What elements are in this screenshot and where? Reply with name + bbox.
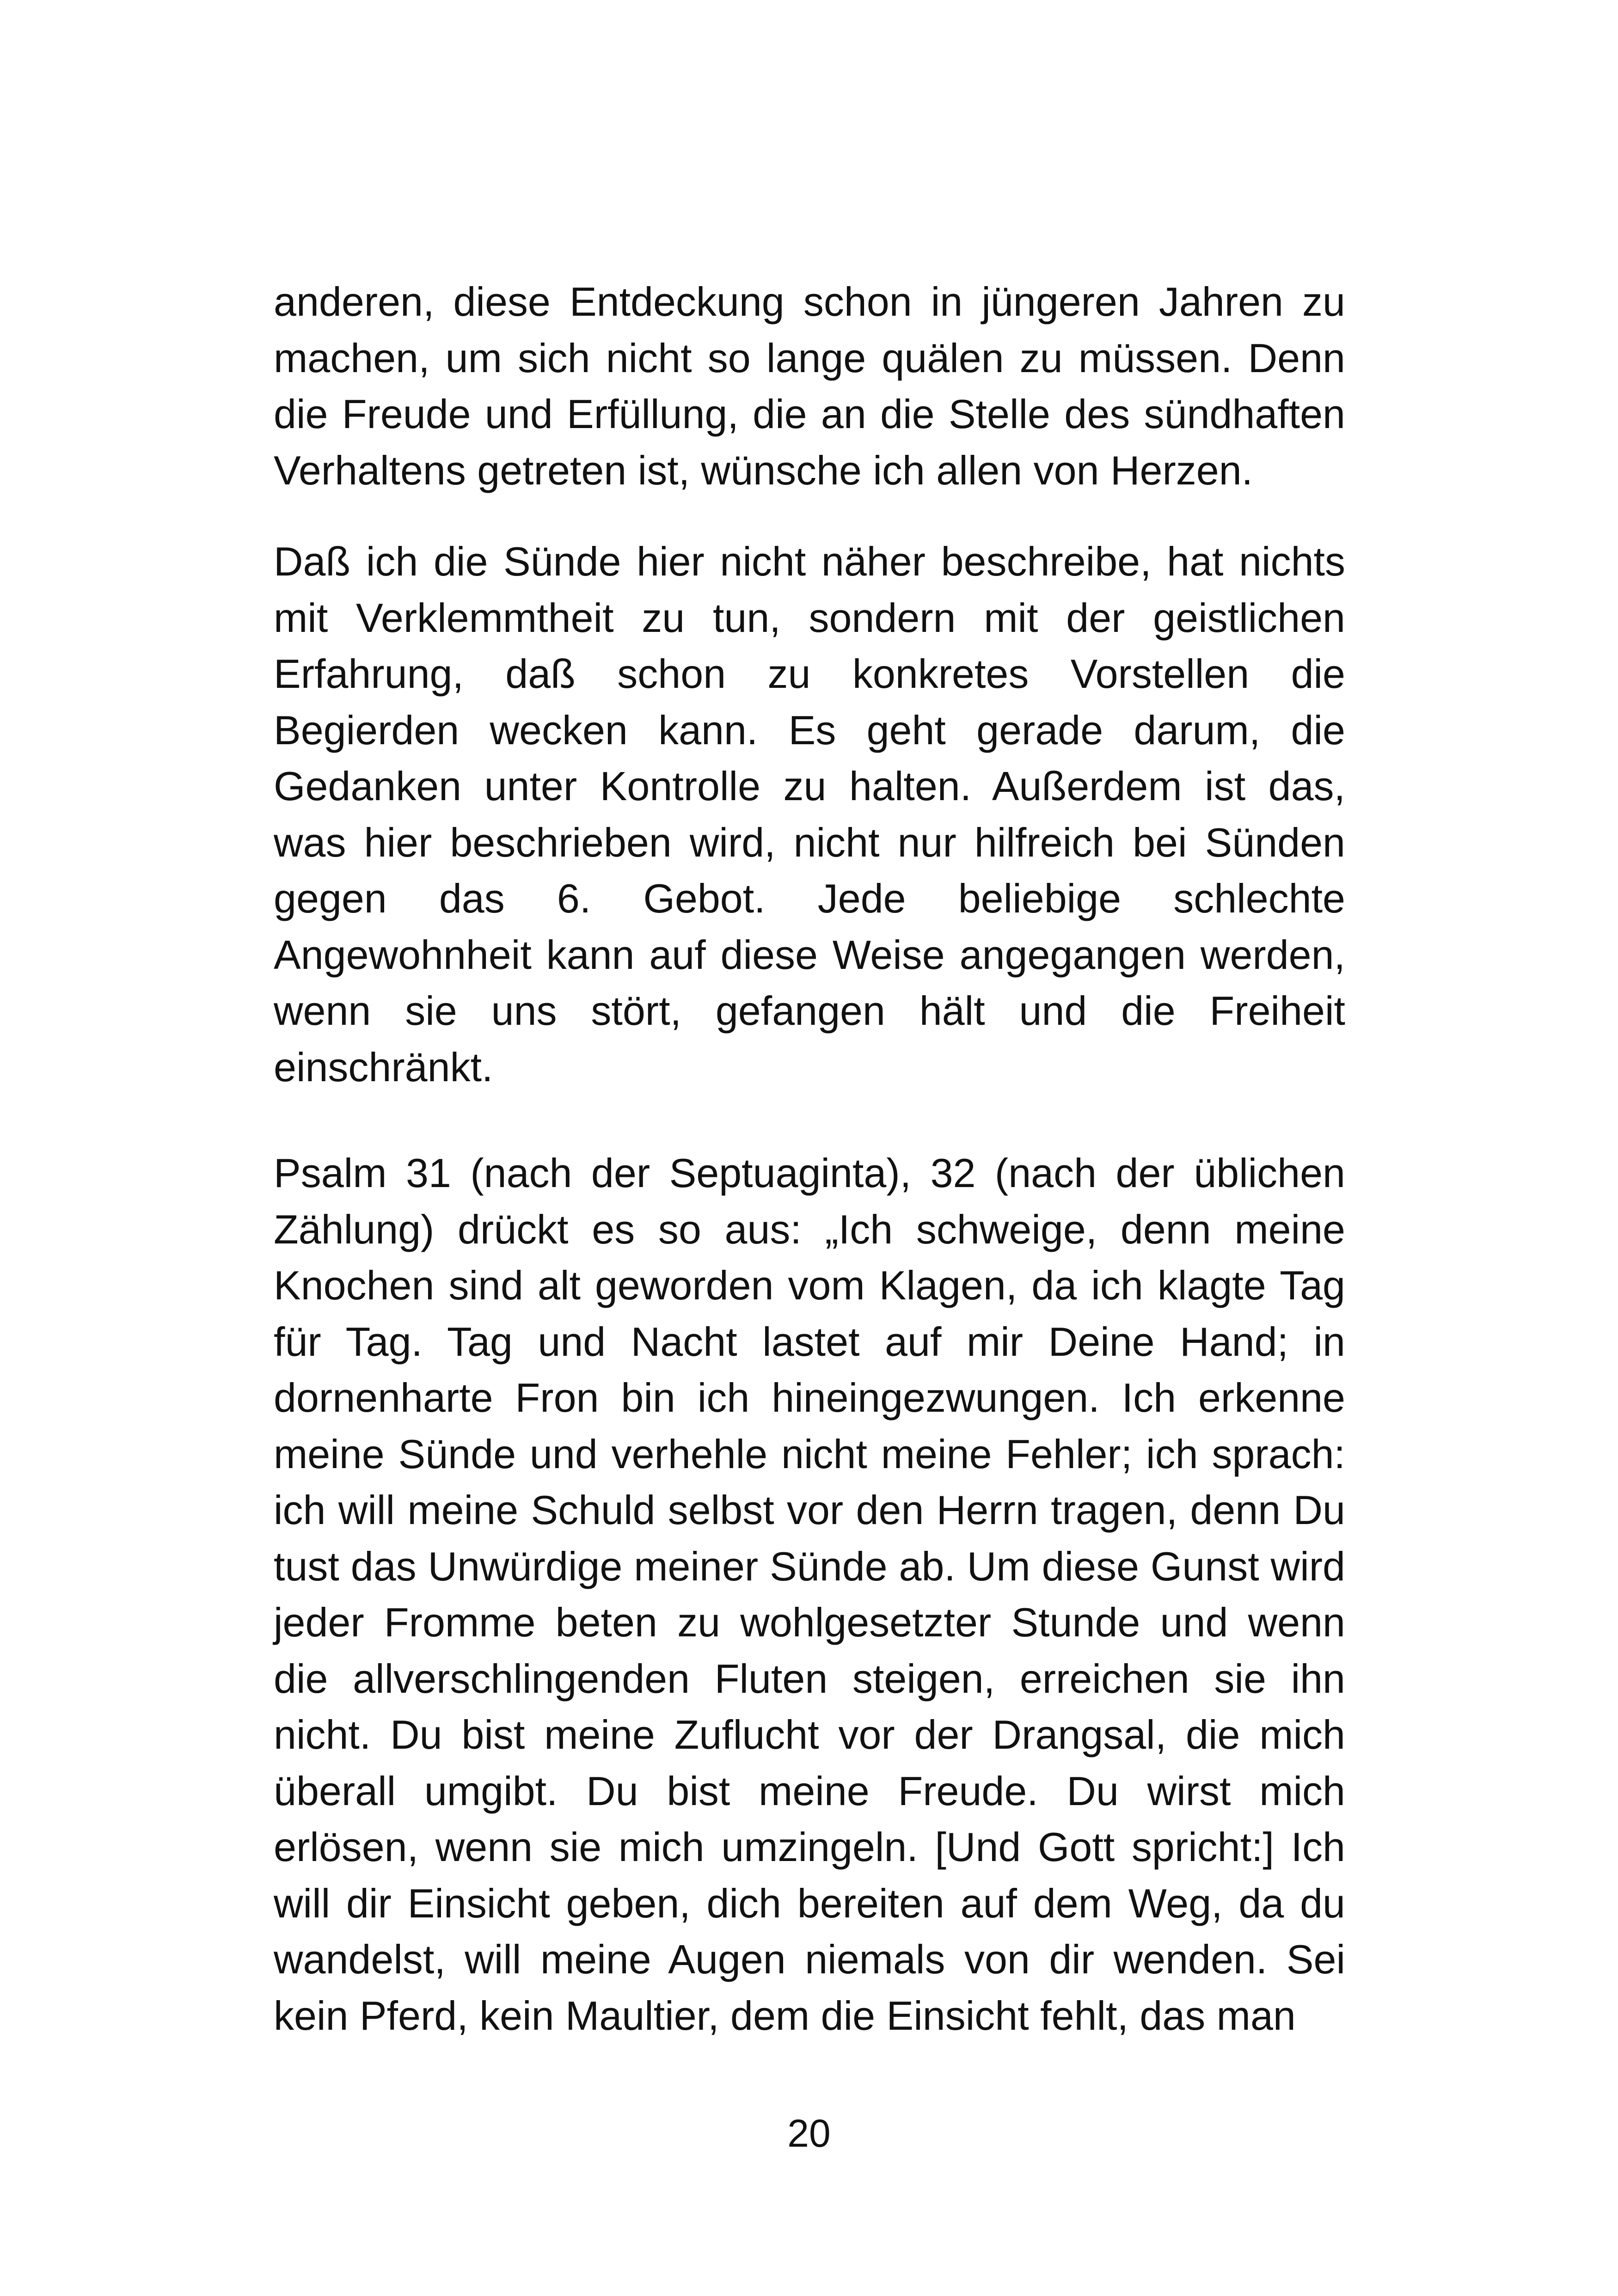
- paragraph-3: Psalm 31 (nach der Septuaginta), 32 (nach der üblichen Zählung) drückt es so aus: „Ich schweige, denn meine Knochen sind alt geworden vom Klagen, da ich klagte Tag für Tag. Tag und Nacht lastet auf mir Deine Hand; in dornenharte Fron bin ich hineingezwungen. Ich erkenne meine Sünde und verhehle nicht meine Fehler; ich sprach: ich will meine Schuld selbst vor den Herrn tragen, denn Du tust das Unwürdige meiner Sünde ab. Um diese Gunst wird jeder Fromme beten zu wohlgesetzter Stunde und wenn die allverschlingenden Fluten steigen, erreichen sie ihn nicht. Du bist meine Zuflucht vor der Drangsal, die mich überall umgibt. Du bist meine Freude. Du wirst mich erlösen, wenn sie mich umzingeln. [Und Gott spricht:] Ich will dir Einsicht geben, dich bereiten auf dem Weg, da du wandelst, will meine Augen niemals von dir wenden. Sei kein Pferd, kein Maultier, dem die Einsicht fehlt, das man: [274, 1150, 1345, 2039]
- body-text: [274, 274, 1345, 2044]
- paragraph-1: anderen, diese Entdeckung schon in jüngeren Jahren zu machen, um sich nicht so lange quälen zu müssen. Denn die Freude und Erfüllung, die an die Stelle des sündhaften Verhaltens getreten ist, wünsche ich allen von Herzen.: [274, 279, 1345, 493]
- page-number: 20: [787, 2112, 831, 2155]
- paragraph-2: Daß ich die Sünde hier nicht näher beschreibe, hat nichts mit Verklemmtheit zu tun, sondern mit der geistlichen Erfahrung, daß schon zu konkretes Vorstellen die Begierden wecken kann. Es geht gerade darum, die Gedanken unter Kontrolle zu halten. Außerdem ist das, was hier beschrieben wird, nicht nur hilfreich bei Sünden gegen das 6. Gebot. Jede beliebige schlechte Angewohnheit kann auf diese Weise angegangen werden, wenn sie uns stört, gefangen hält und die Freiheit einschränkt.: [274, 539, 1345, 1090]
